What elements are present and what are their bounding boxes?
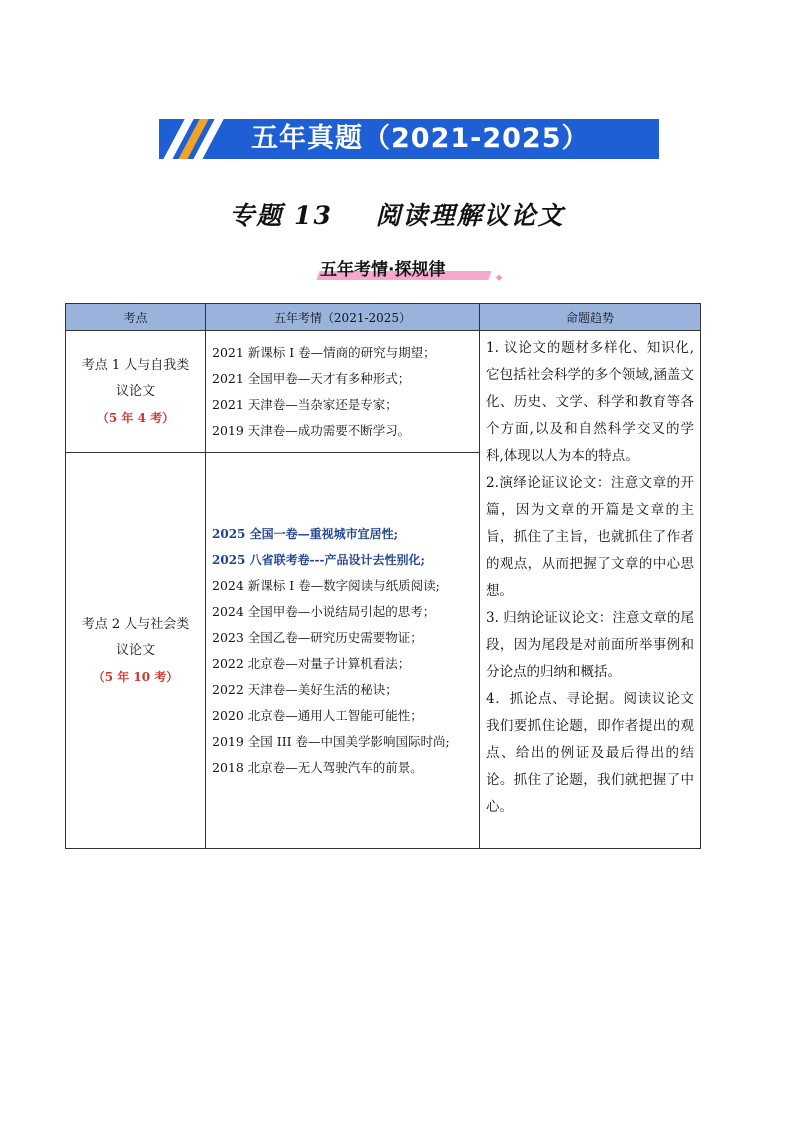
sparkle-icon: ✦ (494, 271, 505, 285)
banner-title: 五年真题（2021-2025） (251, 123, 590, 154)
section-heading (318, 255, 505, 285)
header-point: 考点 (66, 304, 206, 331)
trend-cell (480, 331, 701, 849)
list-item: 2025 全国一卷—重视城市宜居性; (212, 526, 399, 541)
list-item: 2021 天津卷—当杂家还是专家； (212, 396, 398, 412)
list-item: 2019 天津卷—成功需要不断学习。 (212, 422, 411, 438)
trend-paragraph: 3. 归纳论证议论文：注意文章的尾段，因为尾段是对前面所举事例和分论点的归纳和概括。 (486, 610, 694, 680)
list-item: 2024 全国甲卷—小说结局引起的思考； (212, 603, 436, 619)
point-label: 考点 1 人与自我类 (81, 357, 190, 373)
point-label: 议论文 (115, 642, 155, 658)
trend-paragraph: 4．抓论点、寻论据。阅读议论文我们要抓住论题，即作者提出的观点、给出的例证及最后得出的结论。抓住了论题，我们就把握了中心。 (486, 691, 694, 815)
list-item: 2023 全国乙卷—研究历史需要物证； (212, 629, 423, 645)
section-title: 五年考情·探规律 (320, 260, 446, 280)
exam-list (206, 331, 480, 453)
point-label: 考点 2 人与社会类 (81, 616, 190, 632)
point-count: （5 年 4 考） (96, 410, 175, 425)
table-row (66, 331, 701, 453)
subject-title (0, 196, 794, 232)
point-count: （5 年 10 考） (92, 669, 179, 684)
trend-paragraph: 2.演绎论证议论文：注意文章的开篇，因为文章的开篇是文章的主旨，抓住了主旨，也就抓住了作者的观点，从而把握了文章的中心思想。 (486, 475, 694, 599)
point-cell (66, 331, 206, 453)
trend-paragraph: 1. 议论文的题材多样化、知识化,它包括社会科学的多个领域,涵盖文化、历史、文学、科学和教育等各个方面,以及和自然科学交叉的学科,体现以人为本的特点。 (486, 340, 694, 464)
header-trend: 命题趋势 (480, 304, 701, 331)
list-item: 2024 新课标 I 卷—数字阅读与纸质阅读; (212, 577, 440, 593)
header-exams: 五年考情（2021-2025） (206, 304, 480, 331)
list-item: 2021 全国甲卷—天才有多种形式； (212, 370, 411, 386)
exam-table (65, 303, 701, 849)
list-item: 2022 北京卷—对量子计算机看法； (212, 655, 411, 671)
list-item: 2018 北京卷—无人驾驶汽车的前景。 (212, 759, 423, 775)
title-banner (159, 119, 659, 159)
subject-name: 阅读理解议论文 (375, 201, 565, 230)
point-cell (66, 453, 206, 849)
subject-prefix: 专题 (229, 201, 284, 230)
table-header-row (66, 304, 701, 331)
exam-list (206, 453, 480, 849)
list-item: 2020 北京卷—通用人工智能可能性； (212, 707, 423, 723)
list-item: 2025 八省联考卷---产品设计去性别化; (212, 552, 425, 567)
point-label: 议论文 (115, 383, 155, 399)
subject-number: 13 (294, 201, 333, 230)
list-item: 2022 天津卷—美好生活的秘诀； (212, 681, 398, 697)
list-item: 2021 新课标 I 卷—情商的研究与期望； (212, 344, 436, 360)
list-item: 2019 全国 III 卷—中国美学影响国际时尚; (212, 733, 450, 749)
